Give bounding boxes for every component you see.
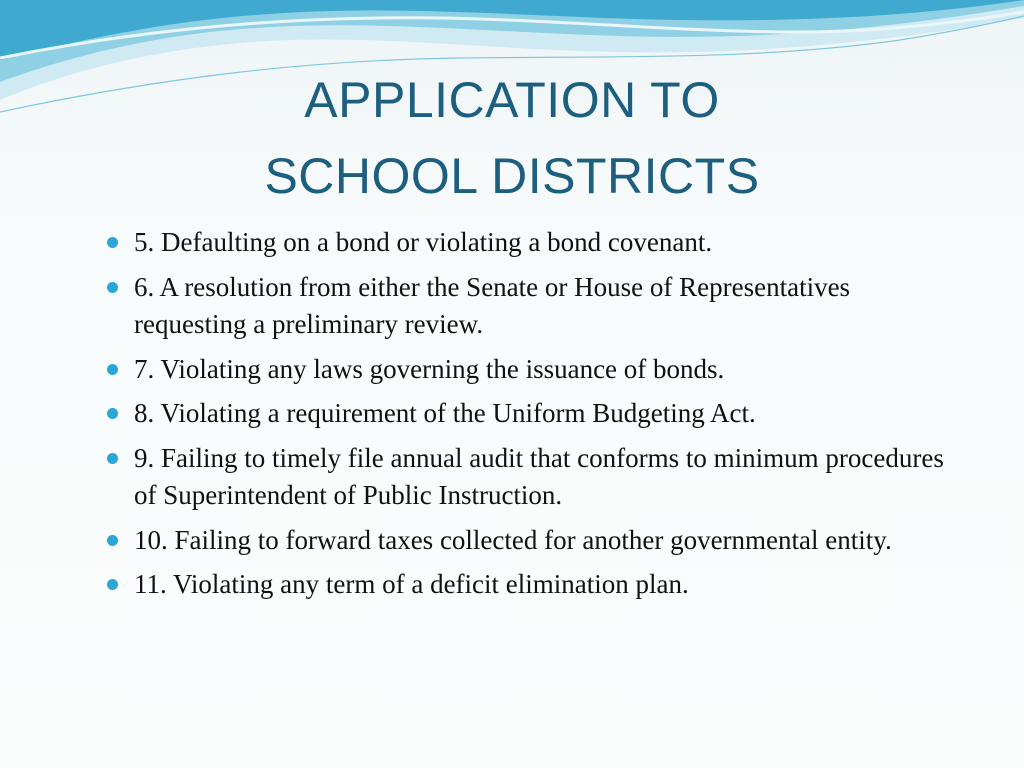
bullet-item	[104, 351, 964, 389]
bullet-item	[104, 440, 964, 515]
slide-title	[0, 62, 1024, 214]
slide-title-line-1: APPLICATION TO	[304, 72, 720, 128]
bullet-item	[104, 395, 964, 433]
bullet-dot-icon	[107, 364, 118, 375]
bullet-text: 11. Violating any term of a deficit elimination plan.	[134, 569, 689, 599]
bullet-text: 8. Violating a requirement of the Uniform Budgeting Act.	[134, 398, 756, 428]
bullet-text: 10. Failing to forward taxes collected for another governmental entity.	[134, 524, 892, 555]
bullet-item	[104, 269, 964, 344]
bullet-text: 9. Failing to timely file annual audit that conforms to minimum procedures of Superintendent of Public Instruction.	[134, 442, 944, 510]
bullet-dot-icon	[107, 237, 118, 248]
bullet-dot-icon	[107, 535, 118, 546]
bullet-item	[104, 224, 964, 262]
bullet-text: 7. Violating any laws governing the issuance of bonds.	[134, 353, 725, 384]
slide-title-line-2: SCHOOL DISTRICTS	[264, 148, 760, 204]
bullet-dot-icon	[107, 408, 118, 419]
bullet-dot-icon	[107, 579, 118, 590]
bullet-item	[104, 522, 964, 560]
bullet-list	[104, 224, 964, 611]
bullet-text: 5. Defaulting on a bond or violating a bond covenant.	[134, 227, 713, 257]
bullet-dot-icon	[107, 282, 118, 293]
bullet-item	[104, 566, 964, 604]
bullet-dot-icon	[107, 453, 118, 464]
bullet-text: 6. A resolution from either the Senate or House of Representatives requesting a preliminary review.	[134, 271, 851, 339]
